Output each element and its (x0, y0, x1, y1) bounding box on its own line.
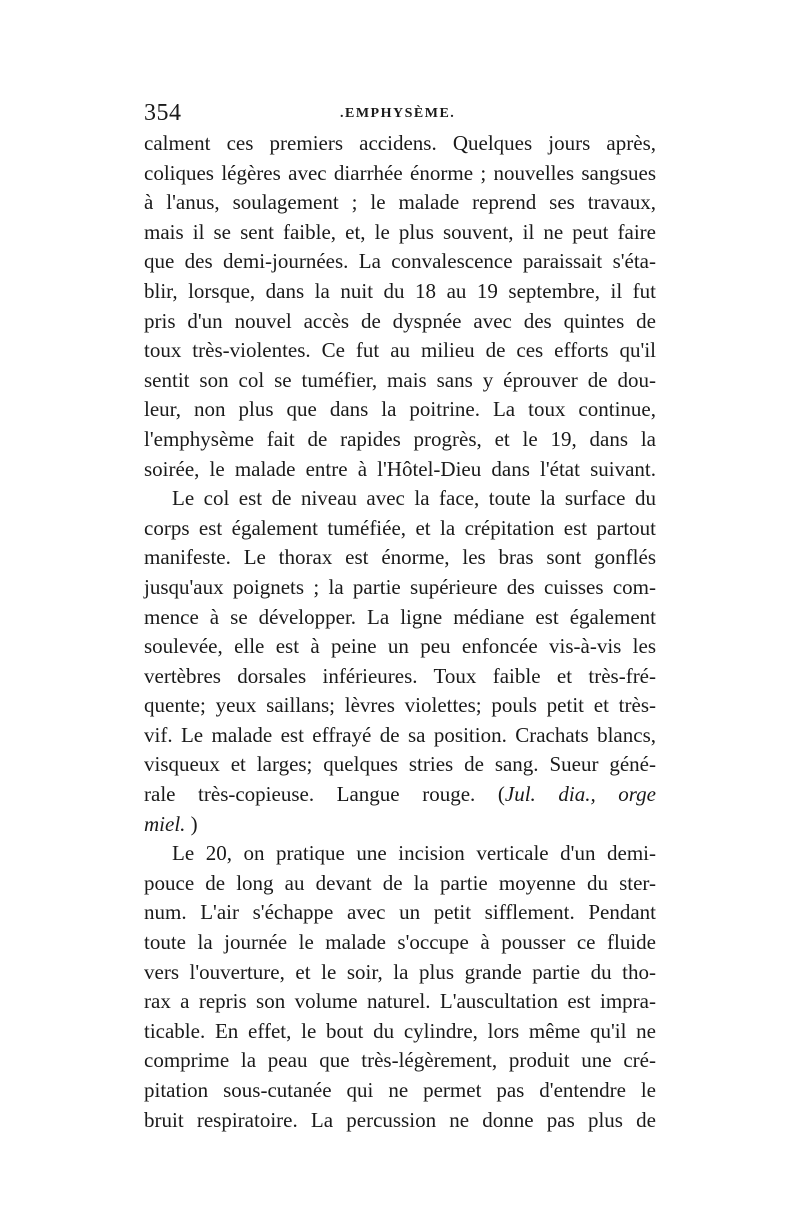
text-line: toux très-violentes. Ce fut au milieu de ces efforts qu'il (144, 338, 656, 363)
text-line: vers l'ouverture, et le soir, la plus grande partie du tho- (144, 959, 656, 984)
text-line: vif. Le malade est effrayé de sa position. Crachats blancs, (144, 722, 656, 747)
text-line: bruit respiratoire. La percussion ne donne pas plus de (144, 1107, 656, 1132)
text-line: soirée, le malade entre à l'Hôtel-Dieu dans l'état suivant. (144, 456, 656, 481)
text-line: l'emphysème fait de rapides progrès, et le 19, dans la (144, 426, 656, 451)
text-line: quente; yeux saillans; lèvres violettes; pouls petit et très- (144, 693, 656, 718)
text-line: que des demi-journées. La convalescence paraissait s'éta- (144, 249, 656, 274)
running-head: .EMPHYSÈME. (340, 106, 456, 121)
paragraph-start-line: Le col est de niveau avec la face, toute la surface du (172, 486, 656, 511)
text-line: soulevée, elle est à peine un peu enfoncée vis-à-vis les (144, 634, 656, 659)
prescription-close-paren: ) (190, 811, 198, 836)
text-line: manifeste. Le thorax est énorme, les bras sont gonflés (144, 545, 656, 570)
text-line (144, 810, 656, 840)
text-line: rax a repris son volume naturel. L'auscultation est impra- (144, 989, 656, 1014)
text-line: mence à se développer. La ligne médiane est également (144, 604, 656, 629)
text-line: pouce de long au devant de la partie moyenne du ster- (144, 870, 656, 895)
text-line: ticable. En effet, le bout du cylindre, lors même qu'il ne (144, 1018, 656, 1043)
text-line: visqueux et larges; quelques stries de sang. Sueur géné- (144, 752, 656, 777)
body-text (144, 129, 656, 1135)
text-line: coliques légères avec diarrhée énorme ; nouvelles sangsues (144, 160, 656, 185)
text-line-with-prescription (144, 780, 656, 810)
page-number: 354 (144, 100, 182, 126)
text-segment: rale très-copieuse. Langue rouge. (144, 782, 476, 807)
text-line: num. L'air s'échappe avec un petit sifflement. Pendant (144, 900, 656, 925)
text-line: à l'anus, soulagement ; le malade reprend ses travaux, (144, 190, 656, 215)
prescription-open-paren: ( (497, 782, 505, 807)
text-line: toute la journée le malade s'occupe à pousser ce fluide (144, 930, 656, 955)
text-line: pris d'un nouvel accès de dyspnée avec des quintes de (144, 308, 656, 333)
text-line: sentit son col se tuméfier, mais sans y éprouver de dou- (144, 367, 656, 392)
prescription-text-end: miel. (144, 811, 186, 836)
text-line: pitation sous-cutanée qui ne permet pas d'entendre le (144, 1078, 656, 1102)
page-header (144, 100, 656, 130)
text-line: vertèbres dorsales inférieures. Toux faible et très-fré- (144, 663, 656, 688)
text-line: blir, lorsque, dans la nuit du 18 au 19 septembre, il fut (144, 278, 656, 303)
text-line: calment ces premiers accidens. Quelques jours après, (144, 131, 656, 155)
text-line: leur, non plus que dans la poitrine. La toux continue, (144, 397, 656, 422)
text-line: comprime la peau que très-légèrement, produit une cré- (144, 1048, 656, 1073)
text-line: jusqu'aux poignets ; la partie supérieure des cuisses com- (144, 574, 656, 599)
prescription-text: Jul. dia., orge (504, 782, 656, 807)
text-line: corps est également tuméfiée, et la crépitation est partout (144, 515, 656, 540)
text-line: mais il se sent faible, et, le plus souvent, il ne peut faire (144, 219, 656, 244)
paragraph-start-line: Le 20, on pratique une incision verticale d'un demi- (172, 841, 656, 866)
